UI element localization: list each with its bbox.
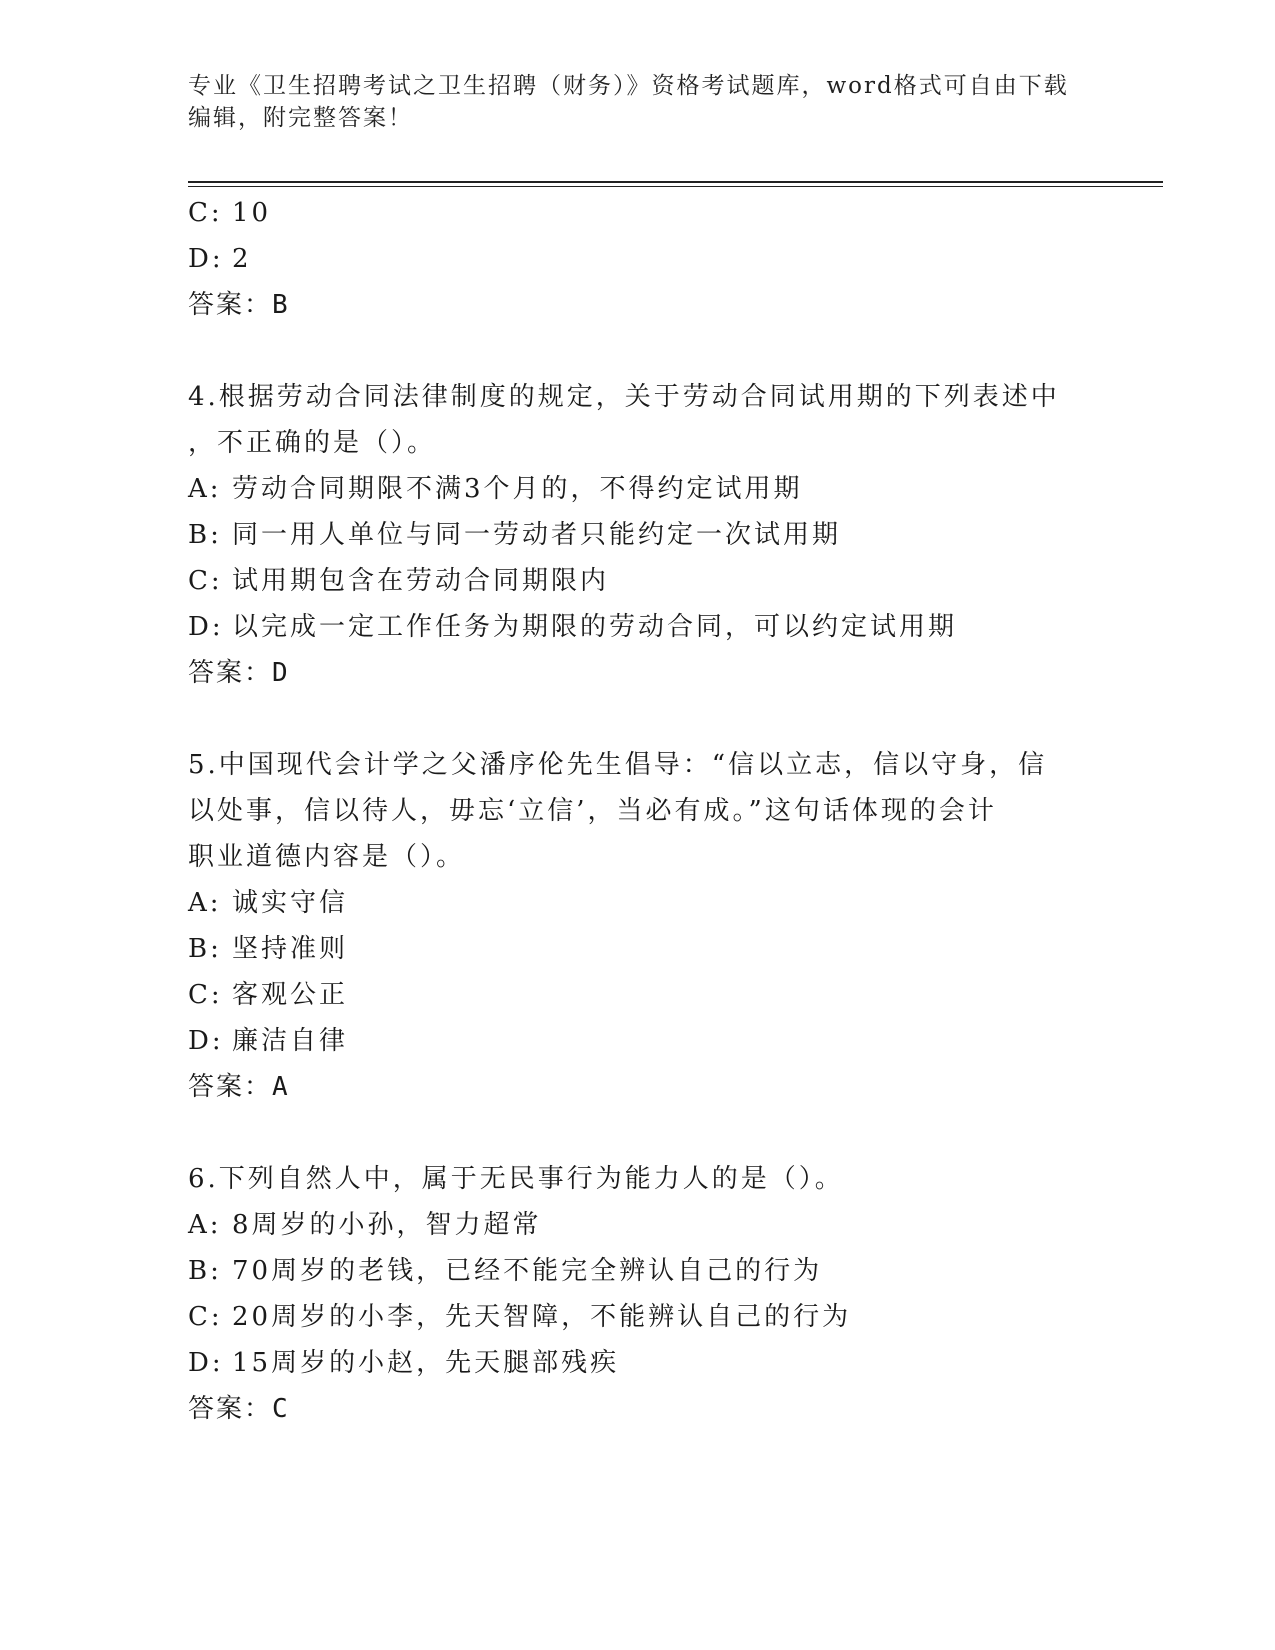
question-4 — [188, 374, 1088, 696]
option-a — [188, 880, 1088, 926]
option-c — [188, 1294, 1088, 1340]
option-b — [188, 1248, 1088, 1294]
option-text: 20周岁的小李，先天智障，不能辨认自己的行为 — [232, 1302, 852, 1332]
spacer — [188, 1110, 1088, 1156]
answer-value: D — [272, 658, 290, 688]
option-c — [188, 972, 1088, 1018]
option-key: A: — [188, 474, 222, 504]
option-key: A: — [188, 888, 222, 918]
option-key: B: — [188, 934, 222, 964]
answer-label: 答案： — [188, 1394, 273, 1424]
option-text: 坚持准则 — [232, 934, 349, 964]
question-stem-line: ，不正确的是（）。 — [188, 428, 437, 458]
spacer — [188, 328, 1088, 374]
option-d — [188, 236, 1088, 282]
question-3-tail — [188, 190, 1088, 328]
option-d — [188, 1018, 1088, 1064]
header-line-2: 编辑，附完整答案！ — [188, 105, 413, 131]
option-c — [188, 558, 1088, 604]
question-stem-line: 职业道德内容是（）。 — [188, 842, 466, 872]
option-text: 8周岁的小孙，智力超常 — [232, 1210, 542, 1240]
option-text: 客观公正 — [232, 980, 349, 1010]
answer-line — [188, 1064, 1088, 1110]
option-c — [188, 190, 1088, 236]
question-stem-line: 5.中国现代会计学之父潘序伦先生倡导：“信以立志，信以守身，信 — [188, 750, 1048, 780]
option-d — [188, 1340, 1088, 1386]
option-key: D: — [188, 612, 224, 642]
option-key: D: — [188, 244, 224, 274]
answer-line — [188, 1386, 1088, 1432]
answer-label: 答案： — [188, 290, 273, 320]
header-rule-thick — [188, 181, 1163, 183]
header-line-1: 专业《卫生招聘考试之卫生招聘（财务）》资格考试题库，word格式可自由下载 — [188, 73, 1069, 99]
question-5 — [188, 742, 1088, 1110]
option-text: 以完成一定工作任务为期限的劳动合同，可以约定试用期 — [232, 612, 958, 642]
option-b — [188, 926, 1088, 972]
answer-value: B — [272, 290, 290, 320]
option-key: C: — [188, 566, 223, 596]
spacer — [188, 696, 1088, 742]
option-text: 15周岁的小赵，先天腿部残疾 — [232, 1348, 620, 1378]
question-stem-line: 4.根据劳动合同法律制度的规定，关于劳动合同试用期的下列表述中 — [188, 382, 1060, 412]
option-d — [188, 604, 1088, 650]
answer-line — [188, 650, 1088, 696]
answer-label: 答案： — [188, 1072, 273, 1102]
option-key: B: — [188, 1256, 222, 1286]
option-a — [188, 466, 1088, 512]
option-text: 廉洁自律 — [232, 1026, 349, 1056]
option-key: D: — [188, 1348, 224, 1378]
option-text: 试用期包含在劳动合同期限内 — [232, 566, 610, 596]
answer-value: A — [272, 1072, 290, 1102]
option-text: 70周岁的老钱，已经不能完全辨认自己的行为 — [232, 1256, 823, 1286]
option-a — [188, 1202, 1088, 1248]
option-key: D: — [188, 1026, 224, 1056]
option-key: C: — [188, 198, 223, 228]
option-key: C: — [188, 980, 223, 1010]
question-stem-line: 以处事，信以待人，毋忘‘立信’，当必有成。”这句话体现的会计 — [188, 796, 997, 826]
answer-value: C — [272, 1394, 290, 1424]
option-b — [188, 512, 1088, 558]
option-key: C: — [188, 1302, 223, 1332]
option-key: A: — [188, 1210, 222, 1240]
document-header — [188, 70, 1088, 134]
question-6 — [188, 1156, 1088, 1432]
header-rule-thin — [188, 186, 1163, 187]
option-key: B: — [188, 520, 222, 550]
option-text: 10 — [232, 198, 272, 228]
answer-line — [188, 282, 1088, 328]
option-text: 劳动合同期限不满3个月的，不得约定试用期 — [232, 474, 803, 504]
answer-label: 答案： — [188, 658, 273, 688]
question-stem-line: 6.下列自然人中，属于无民事行为能力人的是（）。 — [188, 1164, 844, 1194]
option-text: 诚实守信 — [232, 888, 349, 918]
option-text: 同一用人单位与同一劳动者只能约定一次试用期 — [232, 520, 842, 550]
document-body — [188, 190, 1088, 1432]
option-text: 2 — [232, 244, 252, 274]
